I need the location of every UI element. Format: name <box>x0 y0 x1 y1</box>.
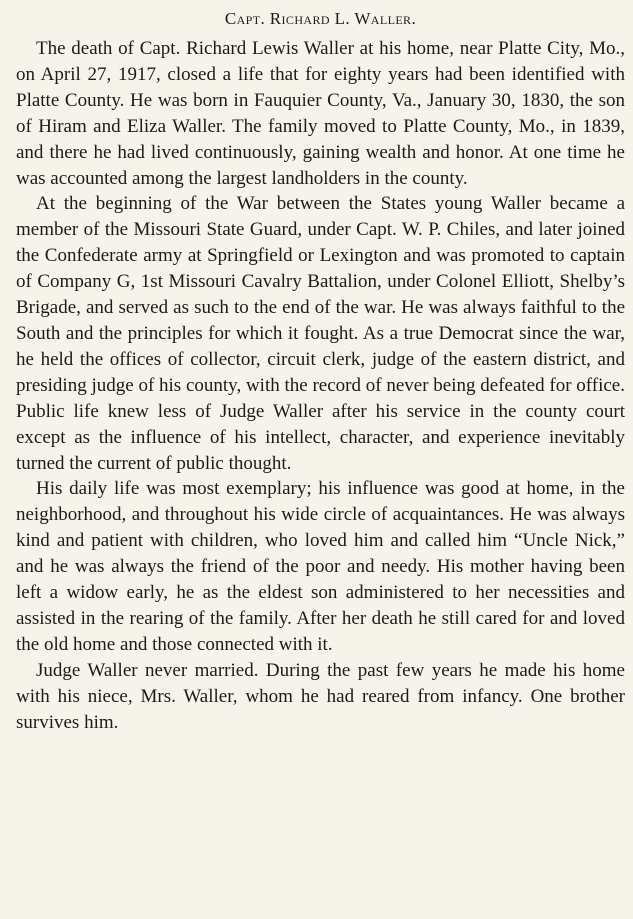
paragraph-death-and-origins: The death of Capt. Richard Lewis Waller at his home, near Platte City, Mo., on April 27, 1917, closed a life that for eighty years had been identified with Platte County. He was born in Fauquier County, Va., January 30, 1830, the son of Hiram and Eliza Waller. The family moved to Platte County, Mo., in 1839, and there he had lived continuously, gaining wealth and honor. At one time he was accounted among the largest landholders in the county. <box>16 38 625 189</box>
paragraph-war-and-public-service: At the beginning of the War between the States young Waller became a member of the Missouri State Guard, under Capt. W. P. Chiles, and later joined the Confederate army at Springfield or Lexington and was promoted to captain of Company G, 1st Missouri Cavalry Battalion, under Colonel Elliott, Shelby’s Brigade, and served as such to the end of the war. He was always faithful to the South and the principles for which it fought. As a true Democrat since the war, he held the offices of collector, circuit clerk, judge of the eastern district, and presiding judge of his county, with the record of never being defeated for office. Public life knew less of Judge Waller after his service in the county court except as the influence of his intellect, character, and experience inevitably turned the current of public thought. <box>16 193 625 474</box>
paragraph-daily-life: His daily life was most exemplary; his influence was good at home, in the neighborhood, and throughout his wide circle of acquaintances. He was always kind and patient with children, who loved him and called him “Uncle Nick,” and he was always the friend of the poor and needy. His mother having been left a widow early, he as the eldest son administered to her necessities and assisted in the rearing of the family. After her death he still cared for and loved the old home and those connected with it. <box>16 478 625 655</box>
paragraph-later-years: Judge Waller never married. During the past few years he made his home with his niece, Mrs. Waller, whom he had reared from infancy. One brother survives him. <box>16 659 625 733</box>
article-title: Capt. Richard L. Waller. <box>224 9 417 28</box>
